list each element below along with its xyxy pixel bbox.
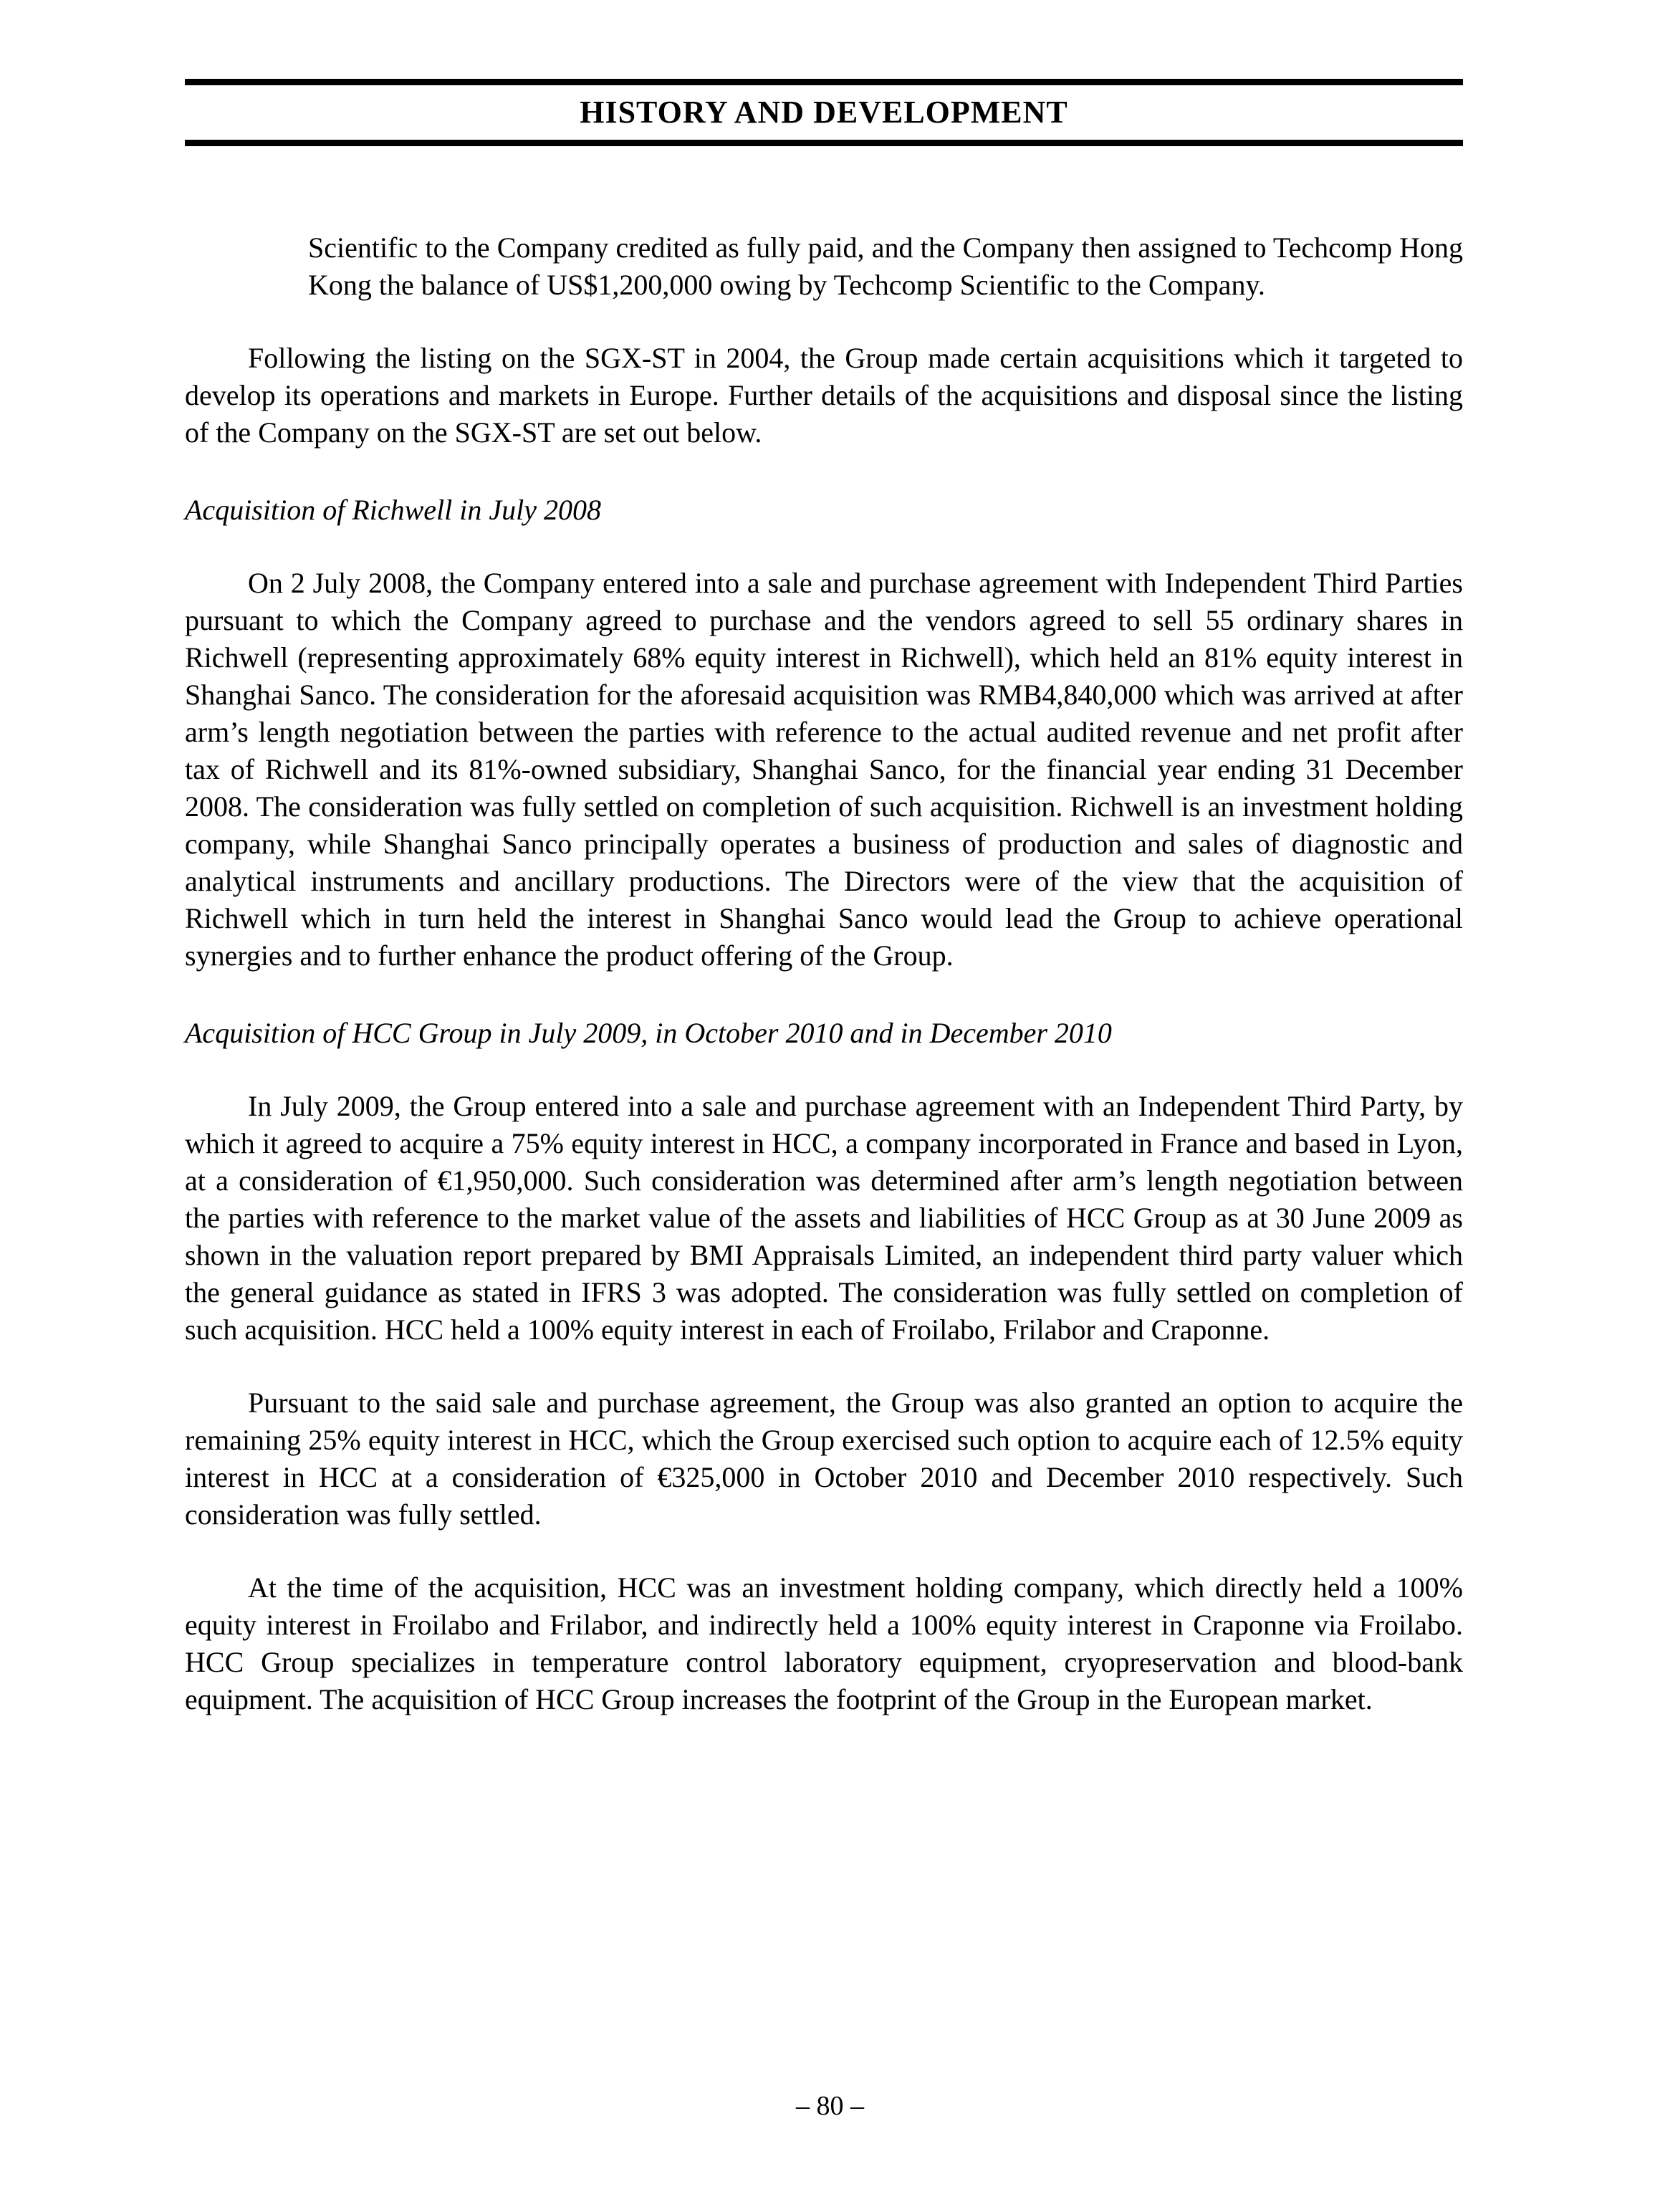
paragraph: In July 2009, the Group entered into a sale and purchase agreement with an Independent Third Party, by which it agreed to acquire a 75% equity interest in HCC, a company incorporated in France and based in Lyon, at a consideration of €1,950,000. Such consideration was determined after arm’s length negotiation between the parties with reference to the market value of the assets and liabilities of HCC Group as at 30 June 2009 as shown in the valuation report prepared by BMI Appraisals Limited, an independent third party valuer which the general guidance as stated in IFRS 3 was adopted. The consideration was fully settled on completion of such acquisition. HCC held a 100% equity interest in each of Froilabo, Frilabor and Craponne.	[185, 1090, 1463, 1346]
paragraph: At the time of the acquisition, HCC was an investment holding company, which directly held a 100% equity interest in Froilabo and Frilabor, and indirectly held a 100% equity interest in Craponne via Froilabo. HCC Group specializes in temperature control laboratory equipment, cryopreservation and blood-bank equipment. The acquisition of HCC Group increases the footprint of the Group in the European market.	[185, 1571, 1463, 1715]
page-header	[185, 79, 1463, 146]
paragraph: Following the listing on the SGX-ST in 2004, the Group made certain acquisitions which it targeted to develop its operations and markets in Europe. Further details of the acquisitions and disposal since the listing of the Company on the SGX-ST are set out below.	[185, 342, 1463, 449]
page-title: HISTORY AND DEVELOPMENT	[580, 95, 1068, 130]
section-heading-hcc-group: Acquisition of HCC Group in July 2009, in October 2010 and in December 2010	[185, 1017, 1112, 1049]
header-rule-top	[185, 79, 1463, 85]
header-rule-bottom	[185, 140, 1463, 146]
paragraph: Pursuant to the said sale and purchase agreement, the Group was also granted an option to acquire the remaining 25% equity interest in HCC, which the Group exercised such option to acquire each of 12.5% equity interest in HCC at a consideration of €325,000 in October 2010 and December 2010 respectively. Such consideration was fully settled.	[185, 1387, 1463, 1531]
page-number: – 80 –	[796, 2091, 864, 2121]
paragraph: On 2 July 2008, the Company entered into a sale and purchase agreement with Independent Third Parties pursuant to which the Company agreed to purchase and the vendors agreed to sell 55 ordinary shares in Richwell (representing approximately 68% equity interest in Richwell), which held an 81% equity interest in Shanghai Sanco. The consideration for the aforesaid acquisition was RMB4,840,000 which was arrived at after arm’s length negotiation between the parties with reference to the actual audited revenue and net profit after tax of Richwell and its 81%-owned subsidiary, Shanghai Sanco, for the financial year ending 31 December 2008. The consideration was fully settled on completion of such acquisition. Richwell is an investment holding company, while Shanghai Sanco principally operates a business of production and sales of diagnostic and analytical instruments and ancillary productions. The Directors were of the view that the acquisition of Richwell which in turn held the interest in Shanghai Sanco would lead the Group to achieve operational synergies and to further enhance the product offering of the Group.	[185, 567, 1463, 972]
document-body	[185, 229, 1463, 1718]
section-heading-richwell: Acquisition of Richwell in July 2008	[185, 494, 602, 526]
continuation-paragraph: Scientific to the Company credited as fully paid, and the Company then assigned to Techcomp Hong Kong the balance of US$1,200,000 owing by Techcomp Scientific to the Company.	[308, 231, 1463, 301]
